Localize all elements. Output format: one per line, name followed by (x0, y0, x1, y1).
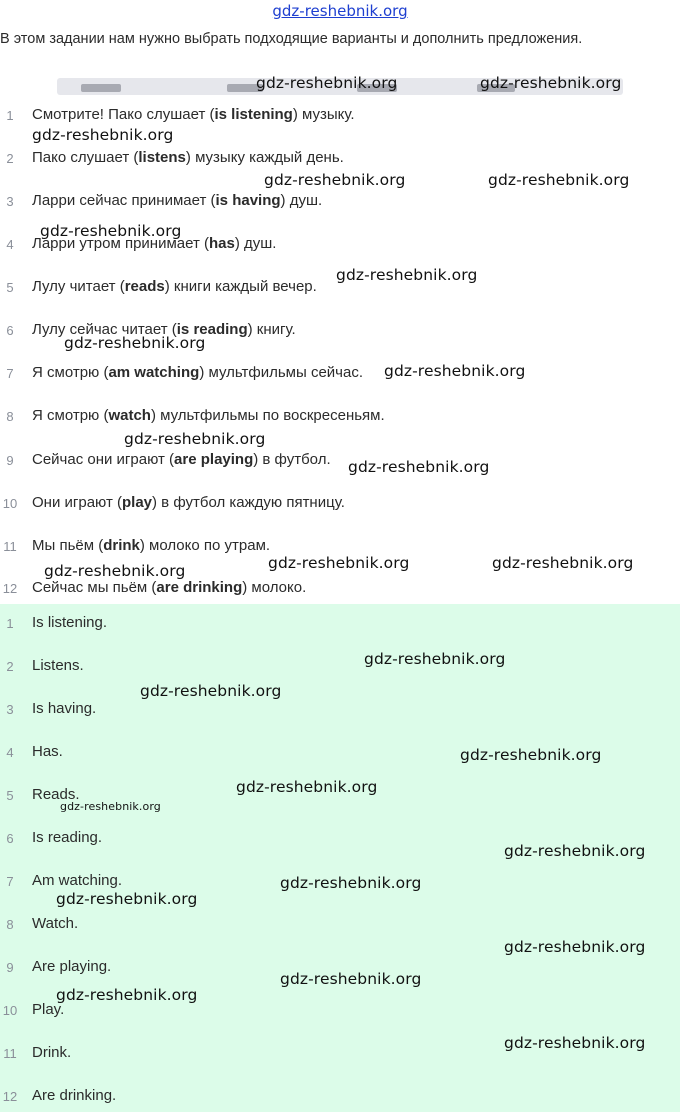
watermark-text: gdz-reshebnik.org (336, 266, 478, 284)
sentence-text: Сейчас они играют (are playing) в футбол. (32, 451, 331, 468)
answer-number: 6 (6, 831, 14, 846)
sentence-item (0, 449, 680, 473)
sentence-item (0, 492, 680, 516)
answer-text: Are drinking. (32, 1087, 117, 1104)
answer-number: 11 (3, 1046, 17, 1061)
watermark-text: gdz-reshebnik.org (256, 74, 398, 92)
watermark-text: gdz-reshebnik.org (264, 171, 406, 189)
answer-text: Is reading. (32, 829, 103, 846)
watermark-text: gdz-reshebnik.org (280, 874, 422, 892)
answer-item (0, 655, 680, 679)
sentence-text: Ларри сейчас принимает (is having) душ. (32, 192, 323, 209)
watermark-text: gdz-reshebnik.org (348, 458, 490, 476)
watermark-text: gdz-reshebnik.org (504, 1034, 646, 1052)
answer-number: 7 (6, 874, 14, 889)
sentence-text: Смотрите! Пако слушает (is listening) музыку. (32, 106, 355, 123)
watermark-text: gdz-reshebnik.org (488, 171, 630, 189)
answer-text: Are playing. (32, 958, 112, 975)
site-header-link[interactable]: gdz-reshebnik.org (272, 2, 408, 20)
watermark-text: gdz-reshebnik.org (384, 362, 526, 380)
answer-item (0, 913, 680, 937)
answer-text: Reads. (32, 786, 80, 803)
answer-number: 12 (2, 1089, 18, 1104)
sentence-number: 12 (2, 581, 18, 596)
answer-verb: play (122, 494, 153, 511)
watermark-text: gdz-reshebnik.org (460, 746, 602, 764)
sentence-text: Лулу читает (reads) книги каждый вечер. (32, 278, 317, 295)
sentence-text: Сейчас мы пьём (are drinking) молоко. (32, 579, 307, 596)
answer-verb: am watching (108, 364, 200, 381)
sentence-number: 4 (6, 237, 14, 252)
sentence-number: 7 (6, 366, 14, 381)
answer-text: Play. (32, 1001, 65, 1018)
answer-number: 10 (2, 1003, 18, 1018)
sentence-item (0, 147, 680, 171)
sentence-item (0, 362, 680, 386)
sentence-text: Я смотрю (watch) мультфильмы по воскресеньям. (32, 407, 385, 424)
answer-number: 5 (6, 788, 14, 803)
sentence-text: Они играют (play) в футбол каждую пятницу. (32, 494, 345, 511)
watermark-text: gdz-reshebnik.org (364, 650, 506, 668)
answer-number: 1 (6, 616, 14, 631)
watermark-text: gdz-reshebnik.org (64, 334, 206, 352)
answer-verb: is reading (176, 321, 248, 338)
sentence-number: 10 (2, 496, 18, 511)
watermark-text: gdz-reshebnik.org (124, 430, 266, 448)
watermark-text: gdz-reshebnik.org (280, 970, 422, 988)
sentence-number: 9 (6, 453, 14, 468)
answer-verb: reads (124, 278, 165, 295)
sentence-text: Ларри утром принимает (has) душ. (32, 235, 277, 252)
sentence-number: 2 (6, 151, 14, 166)
answer-verb: is having (215, 192, 281, 209)
sentence-text: Лулу сейчас читает (is reading) книгу. (32, 321, 296, 338)
sentence-item (0, 190, 680, 214)
watermark-text: gdz-reshebnik.org (56, 986, 198, 1004)
answer-number: 4 (6, 745, 14, 760)
answer-item (0, 612, 680, 636)
answer-number: 8 (6, 917, 14, 932)
watermark-text: gdz-reshebnik.org (504, 938, 646, 956)
answer-text: Am watching. (32, 872, 123, 889)
answer-text: Is listening. (32, 614, 108, 631)
answer-text: Is having. (32, 700, 97, 717)
answer-text: Has. (32, 743, 63, 760)
answer-text: Watch. (32, 915, 79, 932)
answer-item (0, 698, 680, 722)
sentence-text: Пако слушает (listens) музыку каждый день. (32, 149, 344, 166)
sentence-number: 1 (6, 108, 14, 123)
sentence-item (0, 104, 680, 128)
sentence-item (0, 577, 680, 601)
answer-verb: is listening (214, 106, 293, 123)
watermark-text: gdz-reshebnik.org (56, 890, 198, 908)
watermark-text: gdz-reshebnik.org (236, 778, 378, 796)
answer-number: 2 (6, 659, 14, 674)
sentence-number: 3 (6, 194, 14, 209)
watermark-text: gdz-reshebnik.org (268, 554, 410, 572)
watermark-text: gdz-reshebnik.org (32, 126, 174, 144)
watermark-text: gdz-reshebnik.org (480, 74, 622, 92)
sentence-text: Я смотрю (am watching) мультфильмы сейчас. (32, 364, 363, 381)
answer-verb: listens (138, 149, 186, 166)
answer-verb: are drinking (156, 579, 243, 596)
answer-verb: are playing (174, 451, 254, 468)
sentence-text: Мы пьём (drink) молоко по утрам. (32, 537, 271, 554)
watermark-text-small: gdz-reshebnik.org (60, 800, 161, 813)
watermark-text: gdz-reshebnik.org (140, 682, 282, 700)
sentence-number: 8 (6, 409, 14, 424)
watermark-text: gdz-reshebnik.org (40, 222, 182, 240)
answer-verb: watch (108, 407, 151, 424)
watermark-text: gdz-reshebnik.org (44, 562, 186, 580)
sentence-number: 5 (6, 280, 14, 295)
answer-text: Drink. (32, 1044, 72, 1061)
answer-number: 3 (6, 702, 14, 717)
answer-item (0, 1085, 680, 1109)
watermark-text: gdz-reshebnik.org (492, 554, 634, 572)
sentence-number: 6 (6, 323, 14, 338)
sentence-item (0, 405, 680, 429)
answer-verb: has (209, 235, 235, 252)
task-intro: В этом задании нам нужно выбрать подходящие варианты и дополнить предложения. (0, 31, 583, 47)
answer-text: Listens. (32, 657, 84, 674)
answer-verb: drink (103, 537, 140, 554)
watermark-text: gdz-reshebnik.org (504, 842, 646, 860)
sentence-number: 11 (3, 539, 17, 554)
answer-number: 9 (6, 960, 14, 975)
